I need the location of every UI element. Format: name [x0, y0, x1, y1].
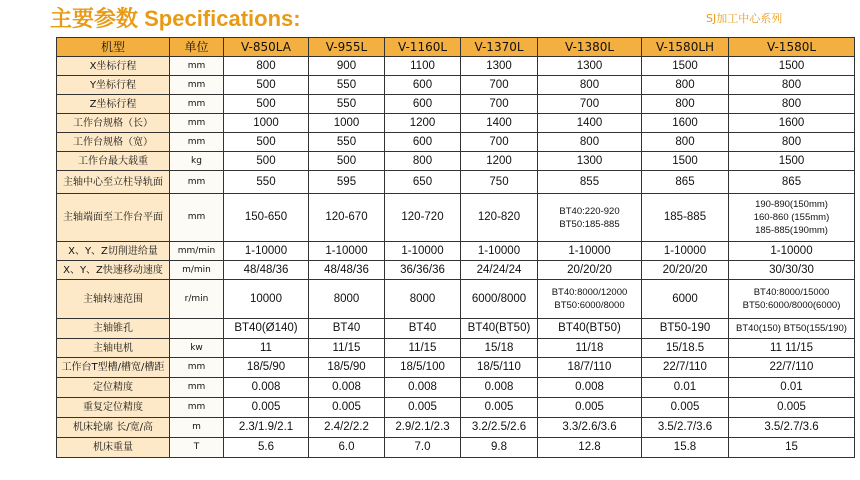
- table-cell: 800: [385, 152, 461, 171]
- table-cell: 1500: [729, 152, 855, 171]
- row-unit: mm: [170, 398, 224, 418]
- table-cell: 0.005: [461, 398, 538, 418]
- table-cell: 15.8: [642, 438, 729, 458]
- table-cell: 1300: [538, 152, 642, 171]
- specifications-table: [56, 37, 855, 458]
- table-cell: 18/5/90: [309, 358, 385, 378]
- table-row: [57, 319, 855, 339]
- table-cell: 600: [385, 133, 461, 152]
- row-label: 主轴转速范围: [57, 280, 170, 319]
- table-cell: 0.005: [224, 398, 309, 418]
- table-cell: 550: [309, 76, 385, 95]
- table-cell: 18/5/110: [461, 358, 538, 378]
- table-cell: 11 11/15: [729, 339, 855, 358]
- row-unit: m/min: [170, 261, 224, 280]
- table-cell: 865: [729, 171, 855, 194]
- row-unit: mm: [170, 76, 224, 95]
- table-cell: 1300: [461, 57, 538, 76]
- table-cell: BT40:220-920 BT50:185-885: [538, 194, 642, 242]
- table-cell: BT40(BT50): [538, 319, 642, 339]
- table-row: [57, 418, 855, 438]
- row-unit: mm: [170, 57, 224, 76]
- table-cell: BT50-190: [642, 319, 729, 339]
- row-label: X坐标行程: [57, 57, 170, 76]
- table-cell: 0.01: [729, 378, 855, 398]
- table-row: [57, 194, 855, 242]
- table-cell: 24/24/24: [461, 261, 538, 280]
- table-cell: 800: [729, 76, 855, 95]
- table-cell: 1000: [224, 114, 309, 133]
- page-header: [0, 0, 860, 34]
- row-label: 工作台规格（长）: [57, 114, 170, 133]
- table-cell: 190-890(150mm) 160-860 (155mm) 185-885(190mm): [729, 194, 855, 242]
- table-cell: 6.0: [309, 438, 385, 458]
- row-unit: mm: [170, 95, 224, 114]
- table-cell: BT40:8000/12000 BT50:6000/8000: [538, 280, 642, 319]
- table-cell: 0.005: [538, 398, 642, 418]
- row-label: 机床轮廓 长/宽/高: [57, 418, 170, 438]
- table-cell: 800: [642, 133, 729, 152]
- row-unit: mm: [170, 194, 224, 242]
- table-cell: 500: [224, 76, 309, 95]
- row-label: 定位精度: [57, 378, 170, 398]
- table-cell: 550: [309, 95, 385, 114]
- column-header-unit: 单位: [170, 38, 224, 57]
- table-cell: 500: [224, 152, 309, 171]
- table-cell: 12.8: [538, 438, 642, 458]
- table-cell: 7.0: [385, 438, 461, 458]
- column-header-model-5: V-1380L: [538, 38, 642, 57]
- column-header-model-7: V-1580L: [729, 38, 855, 57]
- table-cell: 550: [309, 133, 385, 152]
- page-title: 主要参数 Specifications:: [50, 6, 301, 31]
- table-cell: 8000: [385, 280, 461, 319]
- table-cell: 1200: [385, 114, 461, 133]
- table-cell: 30/30/30: [729, 261, 855, 280]
- table-cell: 20/20/20: [642, 261, 729, 280]
- table-cell: 1-10000: [309, 242, 385, 261]
- table-row: [57, 261, 855, 280]
- row-unit: m: [170, 418, 224, 438]
- row-label: 主轴端面至工作台平面: [57, 194, 170, 242]
- row-unit: r/min: [170, 280, 224, 319]
- table-cell: 700: [538, 95, 642, 114]
- table-cell: 550: [224, 171, 309, 194]
- table-cell: 595: [309, 171, 385, 194]
- table-cell: 8000: [309, 280, 385, 319]
- table-row: [57, 95, 855, 114]
- row-unit: kw: [170, 339, 224, 358]
- column-header-model-2: V-955L: [309, 38, 385, 57]
- table-cell: 11/18: [538, 339, 642, 358]
- table-row: [57, 133, 855, 152]
- table-cell: 22/7/110: [642, 358, 729, 378]
- table-row: [57, 57, 855, 76]
- row-label: Z坐标行程: [57, 95, 170, 114]
- table-row: [57, 398, 855, 418]
- row-label: 工作台T型槽/槽宽/槽距: [57, 358, 170, 378]
- table-cell: 1-10000: [461, 242, 538, 261]
- table-cell: 500: [309, 152, 385, 171]
- table-cell: 3.5/2.7/3.6: [729, 418, 855, 438]
- table-cell: 650: [385, 171, 461, 194]
- table-cell: 1300: [538, 57, 642, 76]
- table-cell: 500: [224, 133, 309, 152]
- row-unit: T: [170, 438, 224, 458]
- table-cell: 0.008: [538, 378, 642, 398]
- table-cell: 1000: [309, 114, 385, 133]
- table-cell: 15/18: [461, 339, 538, 358]
- table-cell: 1-10000: [729, 242, 855, 261]
- table-cell: 11: [224, 339, 309, 358]
- table-cell: 5.6: [224, 438, 309, 458]
- table-cell: 800: [729, 95, 855, 114]
- table-cell: 1500: [642, 57, 729, 76]
- table-cell: 0.01: [642, 378, 729, 398]
- column-header-model-6: V-1580LH: [642, 38, 729, 57]
- table-cell: 500: [224, 95, 309, 114]
- table-cell: 11/15: [385, 339, 461, 358]
- table-cell: 0.008: [224, 378, 309, 398]
- table-cell: 36/36/36: [385, 261, 461, 280]
- table-cell: 18/5/90: [224, 358, 309, 378]
- row-label: 主轴锥孔: [57, 319, 170, 339]
- table-cell: BT40(BT50): [461, 319, 538, 339]
- row-label: 重复定位精度: [57, 398, 170, 418]
- table-cell: 3.2/2.5/2.6: [461, 418, 538, 438]
- table-row: [57, 378, 855, 398]
- table-cell: 800: [642, 95, 729, 114]
- table-row: [57, 152, 855, 171]
- row-label: 工作台规格（宽）: [57, 133, 170, 152]
- table-cell: 800: [729, 133, 855, 152]
- table-cell: 0.008: [309, 378, 385, 398]
- table-cell: 2.9/2.1/2.3: [385, 418, 461, 438]
- table-cell: 6000/8000: [461, 280, 538, 319]
- table-cell: 3.3/2.6/3.6: [538, 418, 642, 438]
- row-unit: [170, 319, 224, 339]
- table-cell: 20/20/20: [538, 261, 642, 280]
- table-cell: 1400: [538, 114, 642, 133]
- table-row: [57, 438, 855, 458]
- table-row: [57, 171, 855, 194]
- table-cell: BT40: [385, 319, 461, 339]
- table-cell: BT40:8000/15000 BT50:6000/8000(6000): [729, 280, 855, 319]
- table-cell: 1500: [729, 57, 855, 76]
- table-row: [57, 114, 855, 133]
- table-cell: 0.008: [461, 378, 538, 398]
- row-label: 工作台最大载重: [57, 152, 170, 171]
- table-cell: BT40(150) BT50(155/190): [729, 319, 855, 339]
- table-row: [57, 242, 855, 261]
- table-cell: 1-10000: [642, 242, 729, 261]
- table-row: [57, 280, 855, 319]
- table-cell: 1-10000: [224, 242, 309, 261]
- table-cell: 6000: [642, 280, 729, 319]
- row-unit: mm: [170, 378, 224, 398]
- table-header-row: [57, 38, 855, 57]
- column-header-model-3: V-1160L: [385, 38, 461, 57]
- table-cell: 3.5/2.7/3.6: [642, 418, 729, 438]
- row-label: 主轴中心至立柱导轨面: [57, 171, 170, 194]
- table-cell: 2.4/2/2.2: [309, 418, 385, 438]
- table-cell: 800: [538, 76, 642, 95]
- table-cell: 600: [385, 95, 461, 114]
- table-cell: 48/48/36: [309, 261, 385, 280]
- table-cell: BT40: [309, 319, 385, 339]
- table-cell: 900: [309, 57, 385, 76]
- row-unit: mm: [170, 358, 224, 378]
- table-cell: 800: [224, 57, 309, 76]
- table-cell: 9.8: [461, 438, 538, 458]
- table-cell: 120-670: [309, 194, 385, 242]
- row-label: X、Y、Z切削进给量: [57, 242, 170, 261]
- series-label: SJ加工中心系列: [706, 12, 783, 25]
- row-label: X、Y、Z快速移动速度: [57, 261, 170, 280]
- table-cell: 700: [461, 95, 538, 114]
- table-row: [57, 339, 855, 358]
- table-cell: 15: [729, 438, 855, 458]
- table-cell: 700: [461, 76, 538, 95]
- table-cell: 11/15: [309, 339, 385, 358]
- table-cell: 1600: [729, 114, 855, 133]
- table-cell: 2.3/1.9/2.1: [224, 418, 309, 438]
- table-cell: 1400: [461, 114, 538, 133]
- column-header-model-1: V-850LA: [224, 38, 309, 57]
- row-label: 机床重量: [57, 438, 170, 458]
- table-cell: 185-885: [642, 194, 729, 242]
- table-cell: 700: [461, 133, 538, 152]
- table-cell: 10000: [224, 280, 309, 319]
- table-cell: BT40(Ø140): [224, 319, 309, 339]
- table-cell: 855: [538, 171, 642, 194]
- column-header-model: 机型: [57, 38, 170, 57]
- table-cell: 1-10000: [385, 242, 461, 261]
- table-row: [57, 76, 855, 95]
- column-header-model-4: V-1370L: [461, 38, 538, 57]
- table-cell: 865: [642, 171, 729, 194]
- table-cell: 750: [461, 171, 538, 194]
- table-cell: 800: [538, 133, 642, 152]
- table-cell: 0.005: [385, 398, 461, 418]
- table-cell: 1-10000: [538, 242, 642, 261]
- table-body: [57, 57, 855, 458]
- table-cell: 1500: [642, 152, 729, 171]
- table-cell: 1200: [461, 152, 538, 171]
- table-row: [57, 358, 855, 378]
- row-unit: mm: [170, 133, 224, 152]
- table-cell: 0.005: [642, 398, 729, 418]
- table-cell: 120-720: [385, 194, 461, 242]
- row-unit: mm: [170, 171, 224, 194]
- table-cell: 22/7/110: [729, 358, 855, 378]
- table-cell: 1600: [642, 114, 729, 133]
- table-cell: 600: [385, 76, 461, 95]
- table-cell: 0.008: [385, 378, 461, 398]
- table-cell: 120-820: [461, 194, 538, 242]
- row-unit: mm/min: [170, 242, 224, 261]
- table-cell: 800: [642, 76, 729, 95]
- table-cell: 1100: [385, 57, 461, 76]
- row-unit: mm: [170, 114, 224, 133]
- table-cell: 48/48/36: [224, 261, 309, 280]
- row-unit: kg: [170, 152, 224, 171]
- table-cell: 0.005: [309, 398, 385, 418]
- table-cell: 0.005: [729, 398, 855, 418]
- row-label: Y坐标行程: [57, 76, 170, 95]
- table-cell: 15/18.5: [642, 339, 729, 358]
- row-label: 主轴电机: [57, 339, 170, 358]
- table-cell: 18/7/110: [538, 358, 642, 378]
- table-cell: 150-650: [224, 194, 309, 242]
- table-cell: 18/5/100: [385, 358, 461, 378]
